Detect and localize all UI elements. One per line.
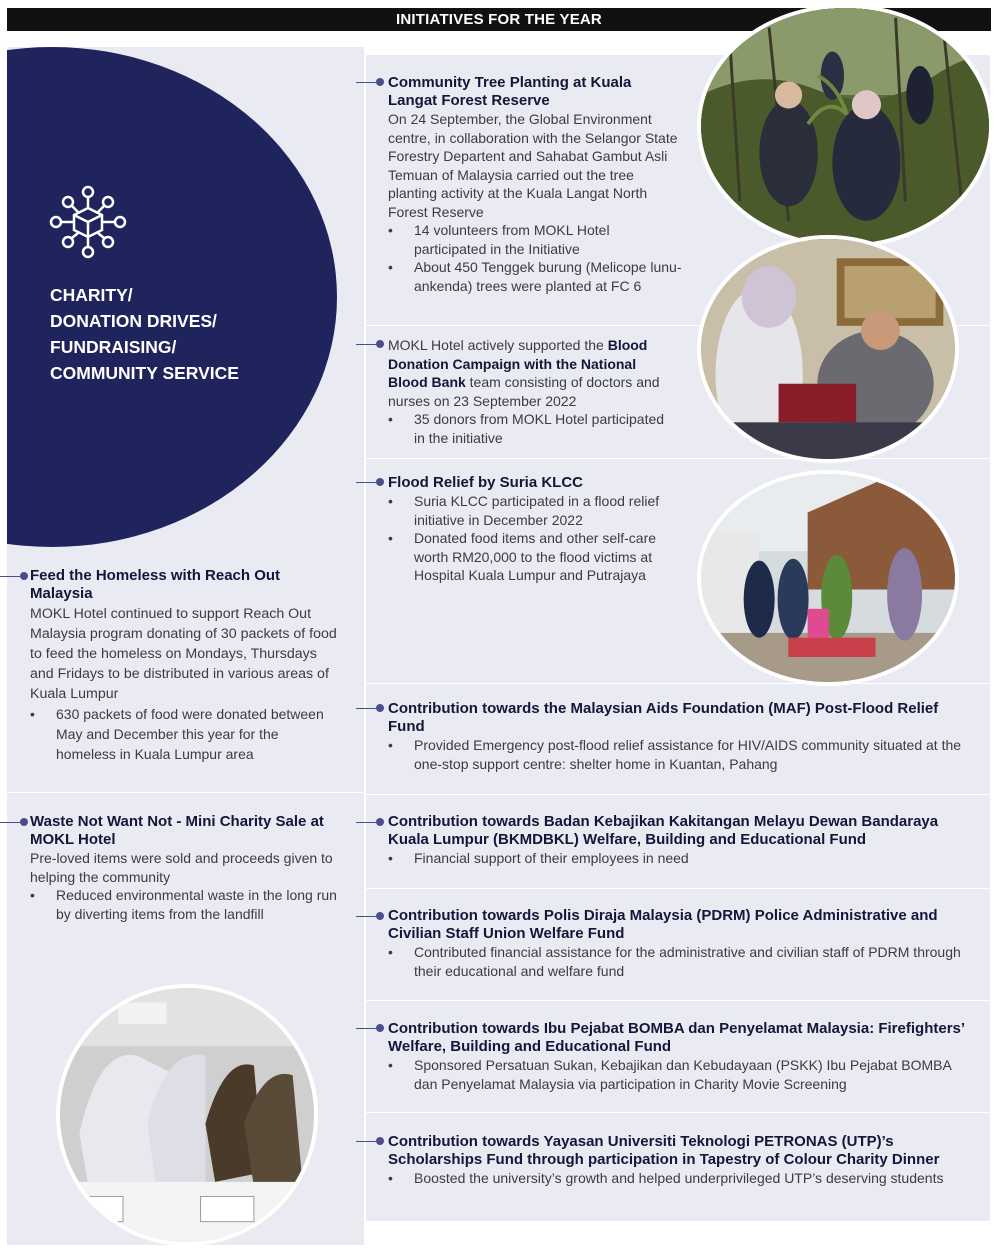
- initiative-body: Pre-loved items were sold and proceeds given to helping the community: [30, 850, 333, 885]
- initiative-body: On 24 September, the Global Environment centre, in collaboration with the Selangor State Forestry Departent and Sahabat Gambut Asli Temuan of Malaysia carried out the tree planting activity at the Kuala Langat North Forest Reserve: [388, 111, 678, 220]
- row-divider: [366, 458, 990, 459]
- item-marker: [356, 478, 384, 486]
- hero-title-line: CHARITY/: [50, 285, 133, 305]
- initiative-bkmdbkl-fund: [388, 813, 974, 868]
- initiative-title: Contribution towards Ibu Pejabat BOMBA dan Penyelamat Malaysia: Firefighters’ Welfare, Building and Educational Fund: [388, 1020, 965, 1055]
- item-marker: [356, 704, 384, 712]
- initiative-body: MOKL Hotel continued to support Reach Out Malaysia program donating of 30 packets of food to feed the homeless on Mondays, Thursdays and Fridays to be distributed in various areas of Kuala Lumpur: [30, 606, 337, 702]
- item-marker: [0, 818, 28, 826]
- initiative-title: Waste Not Want Not - Mini Charity Sale at MOKL Hotel: [30, 813, 324, 848]
- body-highlight: Blood Donation Campaign with the National Blood Bank: [388, 337, 648, 390]
- bullet-list: [388, 1056, 978, 1093]
- bullet-list: [30, 886, 348, 923]
- bullet-list: [388, 849, 974, 868]
- initiative-tree-planting: [388, 74, 684, 295]
- tree-planting-photo: [697, 4, 993, 248]
- bullet-list: [388, 410, 678, 447]
- bullet-item: • Boosted the university’s growth and helped underprivileged UTP’s deserving students: [388, 1169, 974, 1188]
- bullet-list: [30, 704, 342, 764]
- body-text: MOKL Hotel actively supported the: [388, 337, 608, 353]
- bullet-item: • Contributed financial assistance for the administrative and civilian staff of PDRM through their educational and welfare fund: [388, 943, 974, 980]
- hero-title-line: DONATION DRIVES/: [50, 311, 217, 331]
- network-hub-icon: [48, 184, 128, 260]
- row-divider: [366, 794, 990, 795]
- row-divider: [366, 1000, 990, 1001]
- hero-title-line: FUNDRAISING/: [50, 337, 177, 357]
- row-divider: [366, 683, 990, 684]
- initiative-title: Flood Relief by Suria KLCC: [388, 474, 584, 491]
- initiative-charity-sale: [30, 813, 348, 923]
- bullet-item: • 630 packets of food were donated between May and December this year for the homeless in Kuala Lumpur area: [30, 704, 342, 764]
- row-divider: [7, 792, 364, 793]
- bullet-item: • Sponsored Persatuan Sukan, Kebajikan dan Kebudayaan (PSKK) Ibu Pejabat BOMBA dan Penyelamat Malaysia via participation in Charity Movie Screening: [388, 1056, 978, 1093]
- bullet-list: [388, 943, 974, 980]
- flood-relief-photo: [697, 470, 959, 686]
- initiative-title: Contribution towards Badan Kebajikan Kakitangan Melayu Dewan Bandaraya Kuala Lumpur (BKMDBKL) Welfare, Building and Educational Fund: [388, 813, 939, 848]
- item-marker: [356, 78, 384, 86]
- initiative-flood-relief: [388, 474, 684, 585]
- bullet-list: [388, 1169, 974, 1188]
- bullet-item: • Provided Emergency post-flood relief assistance for HIV/AIDS community situated at the one-stop support centre: shelter home in Kuantan, Pahang: [388, 736, 974, 773]
- initiative-title: Feed the Homeless with Reach Out Malaysia: [30, 567, 281, 602]
- bullet-item: • Donated food items and other self-care worth RM20,000 to the flood victims at Hospital Kuala Lumpur and Putrajaya: [388, 529, 684, 585]
- section-header: INITIATIVES FOR THE YEAR: [7, 8, 991, 31]
- blood-donation-photo: [697, 235, 959, 463]
- initiative-title: Contribution towards the Malaysian Aids Foundation (MAF) Post-Flood Relief Fund: [388, 700, 939, 735]
- item-marker: [356, 912, 384, 920]
- initiative-title: Community Tree Planting at Kuala Langat Forest Reserve: [388, 74, 632, 109]
- hero-clip: [7, 0, 337, 560]
- initiative-utp-fund: [388, 1133, 974, 1188]
- body-text: team consisting of doctors and nurses on 23 September 2022: [388, 374, 660, 409]
- initiative-blood-donation: [388, 336, 678, 447]
- item-marker: [0, 572, 28, 580]
- charity-sale-shoes-photo: [56, 984, 318, 1246]
- initiative-feed-homeless: [30, 567, 342, 764]
- initiative-bomba-fund: [388, 1020, 978, 1093]
- item-marker: [356, 1137, 384, 1145]
- row-divider: [366, 1112, 990, 1113]
- bullet-list: [388, 221, 684, 295]
- bullet-item: • 14 volunteers from MOKL Hotel participated in the Initiative: [388, 221, 684, 258]
- bullet-item: • Reduced environmental waste in the long run by diverting items from the landfill: [30, 886, 348, 923]
- bullet-item: • 35 donors from MOKL Hotel participated in the initiative: [388, 410, 678, 447]
- initiative-body: [388, 336, 678, 410]
- row-divider: [366, 888, 990, 889]
- bullet-item: • Suria KLCC participated in a flood relief initiative in December 2022: [388, 492, 684, 529]
- hero-title-line: COMMUNITY SERVICE: [50, 363, 239, 383]
- item-marker: [356, 1024, 384, 1032]
- item-marker: [356, 818, 384, 826]
- bullet-list: [388, 492, 684, 585]
- bullet-item: • About 450 Tenggek burung (Melicope lunu-ankenda) trees were planted at FC 6: [388, 258, 684, 295]
- initiative-title: Contribution towards Yayasan Universiti Teknologi PETRONAS (UTP)’s Scholarships Fund through participation in Tapestry of Colour Charity Dinner: [388, 1133, 940, 1168]
- initiative-pdrm-fund: [388, 907, 974, 980]
- hero-title: [50, 282, 239, 386]
- bullet-item: • Financial support of their employees in need: [388, 849, 974, 868]
- initiative-maf-fund: [388, 700, 974, 773]
- initiative-title: Contribution towards Polis Diraja Malaysia (PDRM) Police Administrative and Civilian Staff Union Welfare Fund: [388, 907, 938, 942]
- item-marker: [356, 340, 384, 348]
- bullet-list: [388, 736, 974, 773]
